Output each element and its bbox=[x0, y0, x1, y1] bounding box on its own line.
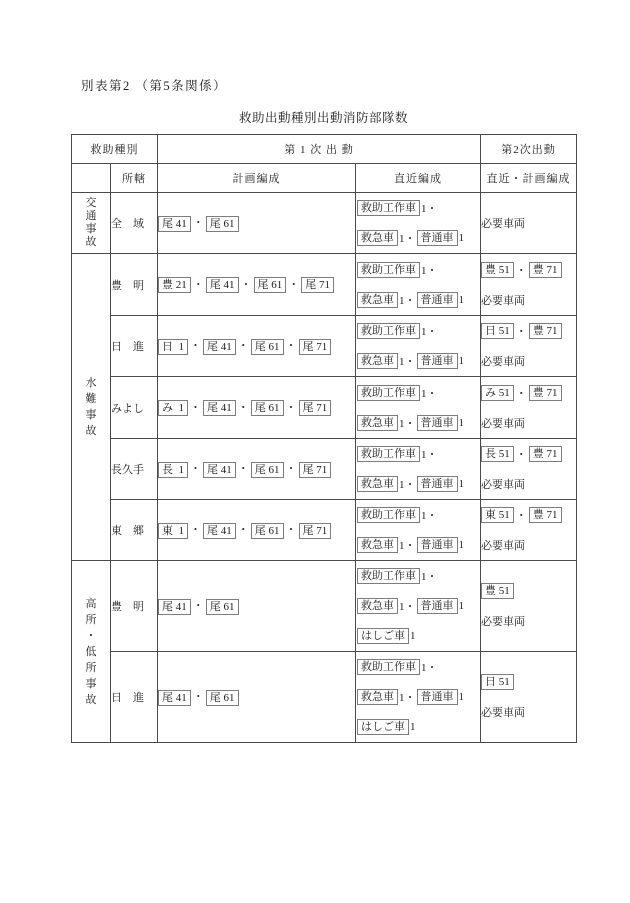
unit-separator: ・ bbox=[285, 463, 297, 476]
planned-units-cell bbox=[158, 316, 356, 377]
rescue-dispatch-table bbox=[71, 134, 577, 743]
header-corner-cell bbox=[72, 164, 111, 193]
vehicle-box: 救助工作車 bbox=[357, 446, 420, 462]
second-dispatch-cell bbox=[481, 193, 577, 254]
unit-separator: ・ bbox=[288, 278, 300, 291]
vehicle-box: 普通車 bbox=[417, 598, 458, 614]
unit-separator: ・ bbox=[285, 524, 297, 537]
header-row-1 bbox=[72, 135, 577, 164]
vehicle-line bbox=[356, 530, 480, 560]
unit-box: 豊 51 bbox=[481, 583, 514, 599]
unit-box: 東 1 bbox=[158, 523, 188, 539]
unit-box: 日 51 bbox=[481, 674, 514, 690]
header-nearest-formation: 直近編成 bbox=[356, 164, 481, 193]
section-cell-water-accident bbox=[72, 254, 111, 561]
vehicle-line bbox=[356, 316, 480, 346]
table-title: 救助出動種別出動消防部隊数 bbox=[238, 111, 408, 125]
vehicle-box: 救助工作車 bbox=[357, 507, 420, 523]
vehicle-count: 1・ bbox=[421, 662, 438, 674]
required-vehicles-note: 必要車両 bbox=[481, 218, 525, 230]
unit-box: 尾 41 bbox=[158, 599, 191, 615]
nearest-formation-cell bbox=[356, 377, 481, 439]
unit-box: 豊 51 bbox=[481, 262, 514, 278]
section-cell-height-accident bbox=[72, 561, 111, 743]
required-vehicles-note: 必要車両 bbox=[481, 540, 525, 552]
unit-separator: ・ bbox=[515, 326, 527, 338]
header-jurisdiction: 所轄 bbox=[111, 164, 158, 193]
vehicle-line bbox=[356, 193, 480, 223]
unit-separator: ・ bbox=[237, 340, 249, 353]
header-planned-formation: 計画編成 bbox=[158, 164, 356, 193]
vehicle-count: 1 bbox=[458, 691, 464, 703]
table-row bbox=[72, 439, 577, 500]
second-units bbox=[481, 667, 576, 697]
vehicle-count: 1・ bbox=[399, 479, 416, 491]
unit-separator: ・ bbox=[237, 463, 249, 476]
vehicle-box: はしご車 bbox=[357, 628, 409, 644]
unit-box: 尾 61 bbox=[251, 339, 284, 355]
vehicle-line bbox=[356, 346, 480, 376]
header-second-dispatch: 第2次出動 bbox=[481, 135, 577, 164]
required-vehicles-note: 必要車両 bbox=[481, 707, 525, 719]
unit-box: 長 1 bbox=[158, 462, 188, 478]
vehicle-box: 救急車 bbox=[357, 353, 398, 369]
section-label: 交通事故 bbox=[85, 197, 97, 248]
unit-box: 尾 41 bbox=[203, 462, 236, 478]
vehicle-line bbox=[356, 285, 480, 315]
nearest-formation-cell bbox=[356, 193, 481, 254]
unit-box: 尾 61 bbox=[206, 690, 239, 706]
unit-box: 尾 41 bbox=[203, 339, 236, 355]
planned-units-cell bbox=[158, 652, 356, 743]
unit-separator: ・ bbox=[240, 278, 252, 291]
vehicle-box: 普通車 bbox=[417, 537, 458, 553]
vehicle-line bbox=[356, 223, 480, 253]
vehicle-count: 1 bbox=[458, 478, 464, 490]
second-dispatch-cell bbox=[481, 500, 577, 561]
jurisdiction-cell: 豊 明 bbox=[111, 561, 158, 652]
vehicle-line bbox=[356, 561, 480, 591]
vehicle-count: 1 bbox=[458, 600, 464, 612]
unit-box: 長 51 bbox=[481, 446, 514, 462]
nearest-formation-cell bbox=[356, 254, 481, 316]
vehicle-box: 普通車 bbox=[417, 353, 458, 369]
unit-separator: ・ bbox=[190, 401, 201, 414]
planned-units-cell bbox=[158, 439, 356, 500]
vehicle-box: 救助工作車 bbox=[357, 323, 420, 339]
vehicle-line bbox=[356, 408, 480, 438]
vehicle-line bbox=[356, 469, 480, 499]
unit-box: み 51 bbox=[481, 385, 514, 401]
vehicle-count: 1 bbox=[410, 721, 416, 733]
vehicle-line bbox=[356, 591, 480, 621]
vehicle-line bbox=[356, 682, 480, 712]
unit-box: 豊 71 bbox=[529, 323, 562, 339]
unit-separator: ・ bbox=[515, 387, 527, 400]
unit-box: 日 1 bbox=[158, 339, 188, 355]
vehicle-count: 1・ bbox=[399, 356, 416, 368]
unit-box: 尾 61 bbox=[206, 599, 239, 615]
second-dispatch-cell bbox=[481, 377, 577, 439]
nearest-formation-cell bbox=[356, 439, 481, 500]
vehicle-box: はしご車 bbox=[357, 719, 409, 735]
section-label: 水難事故 bbox=[85, 377, 97, 437]
unit-separator: ・ bbox=[192, 691, 204, 704]
unit-separator: ・ bbox=[285, 401, 297, 414]
vehicle-count: 1 bbox=[410, 630, 416, 642]
unit-box: 豊 71 bbox=[529, 507, 562, 523]
unit-separator: ・ bbox=[237, 401, 249, 414]
unit-box: 尾 41 bbox=[203, 523, 236, 539]
section-cell-traffic-accident bbox=[72, 193, 111, 254]
vehicle-line bbox=[356, 378, 480, 408]
vehicle-line bbox=[356, 255, 480, 285]
unit-separator: ・ bbox=[192, 278, 204, 291]
second-dispatch-cell bbox=[481, 254, 577, 316]
unit-box: 日 51 bbox=[481, 323, 514, 339]
second-dispatch-cell bbox=[481, 561, 577, 652]
table-row bbox=[72, 193, 577, 254]
planned-units-cell bbox=[158, 193, 356, 254]
unit-box: 尾 71 bbox=[301, 277, 334, 293]
nearest-formation-cell bbox=[356, 500, 481, 561]
vehicle-line bbox=[356, 500, 480, 530]
unit-box: 豊 71 bbox=[529, 385, 562, 401]
vehicle-box: 救急車 bbox=[357, 292, 398, 308]
required-vehicles-note: 必要車両 bbox=[481, 356, 525, 368]
unit-separator: ・ bbox=[190, 524, 201, 537]
header-row-2 bbox=[72, 164, 577, 193]
header-nearest-planned-formation: 直近・計画編成 bbox=[481, 164, 577, 193]
vehicle-count: 1 bbox=[458, 293, 464, 306]
vehicle-box: 救助工作車 bbox=[357, 262, 420, 278]
doc-label: 別表第2 （第5条関係） bbox=[81, 79, 228, 93]
unit-box: 尾 71 bbox=[299, 462, 332, 478]
second-units bbox=[481, 378, 576, 408]
second-dispatch-cell bbox=[481, 439, 577, 500]
vehicle-count: 1・ bbox=[421, 510, 438, 522]
unit-separator: ・ bbox=[285, 340, 297, 353]
unit-separator: ・ bbox=[515, 264, 527, 277]
jurisdiction-cell: 全 域 bbox=[111, 193, 158, 254]
vehicle-line bbox=[356, 621, 480, 651]
nearest-formation-cell bbox=[356, 652, 481, 743]
jurisdiction-cell: 長久手 bbox=[111, 439, 158, 500]
vehicle-count: 1・ bbox=[399, 294, 416, 307]
jurisdiction-cell: 日 進 bbox=[111, 316, 158, 377]
unit-separator: ・ bbox=[237, 524, 249, 537]
unit-box: 豊 71 bbox=[529, 446, 562, 462]
second-dispatch-cell bbox=[481, 652, 577, 743]
unit-box: 尾 41 bbox=[203, 400, 236, 416]
jurisdiction-cell: 東 郷 bbox=[111, 500, 158, 561]
unit-box: 尾 41 bbox=[206, 277, 239, 293]
jurisdiction-cell: みよし bbox=[111, 377, 158, 439]
unit-separator: ・ bbox=[192, 217, 204, 230]
second-units bbox=[481, 316, 576, 346]
table-row bbox=[72, 500, 577, 561]
unit-box: 尾 41 bbox=[158, 216, 191, 232]
vehicle-line bbox=[356, 712, 480, 742]
section-label: 高所・低所事故 bbox=[85, 597, 97, 706]
unit-box: 尾 61 bbox=[251, 462, 284, 478]
unit-box: 尾 61 bbox=[251, 523, 284, 539]
unit-box: 尾 41 bbox=[158, 690, 191, 706]
vehicle-count: 1・ bbox=[399, 233, 416, 245]
vehicle-box: 救助工作車 bbox=[357, 385, 420, 401]
table-row bbox=[72, 561, 577, 652]
second-dispatch-cell bbox=[481, 316, 577, 377]
vehicle-box: 救急車 bbox=[357, 537, 398, 553]
planned-units-cell bbox=[158, 254, 356, 316]
required-vehicles-note: 必要車両 bbox=[481, 417, 525, 430]
nearest-formation-cell bbox=[356, 561, 481, 652]
vehicle-box: 救急車 bbox=[357, 476, 398, 492]
vehicle-box: 救急車 bbox=[357, 230, 398, 246]
vehicle-box: 救急車 bbox=[357, 689, 398, 705]
unit-separator: ・ bbox=[515, 510, 527, 522]
second-units bbox=[481, 500, 576, 530]
vehicle-box: 救助工作車 bbox=[357, 568, 420, 584]
vehicle-count: 1・ bbox=[421, 387, 438, 400]
second-units bbox=[481, 255, 576, 285]
table-row bbox=[72, 377, 577, 439]
vehicle-box: 普通車 bbox=[417, 415, 458, 431]
vehicle-count: 1 bbox=[458, 539, 464, 551]
vehicle-box: 救急車 bbox=[357, 598, 398, 614]
vehicle-count: 1・ bbox=[421, 326, 438, 338]
vehicle-count: 1・ bbox=[399, 692, 416, 704]
header-first-dispatch: 第 1 次 出 動 bbox=[158, 135, 481, 164]
vehicle-box: 救急車 bbox=[357, 415, 398, 431]
table-row bbox=[72, 652, 577, 743]
planned-units-cell bbox=[158, 377, 356, 439]
unit-box: 東 51 bbox=[481, 507, 514, 523]
vehicle-count: 1・ bbox=[421, 449, 438, 461]
unit-box: 尾 61 bbox=[254, 277, 287, 293]
unit-box: 尾 71 bbox=[299, 523, 332, 539]
unit-box: 豊 21 bbox=[158, 277, 191, 293]
jurisdiction-cell: 日 進 bbox=[111, 652, 158, 743]
vehicle-count: 1・ bbox=[399, 540, 416, 552]
table-row bbox=[72, 254, 577, 316]
header-rescue-type: 救助種別 bbox=[72, 135, 158, 164]
unit-separator: ・ bbox=[190, 340, 201, 353]
required-vehicles-note: 必要車両 bbox=[481, 479, 525, 491]
vehicle-count: 1・ bbox=[421, 203, 438, 215]
unit-box: 尾 61 bbox=[251, 400, 284, 416]
vehicle-box: 普通車 bbox=[417, 689, 458, 705]
vehicle-box: 救助工作車 bbox=[357, 659, 420, 675]
unit-box: 尾 71 bbox=[299, 400, 332, 416]
planned-units-cell bbox=[158, 500, 356, 561]
vehicle-count: 1・ bbox=[421, 264, 438, 277]
vehicle-count: 1 bbox=[458, 232, 464, 244]
vehicle-count: 1・ bbox=[399, 601, 416, 613]
planned-units-cell bbox=[158, 561, 356, 652]
unit-box: 尾 61 bbox=[206, 216, 239, 232]
unit-box: み 1 bbox=[158, 400, 188, 416]
vehicle-count: 1・ bbox=[399, 417, 416, 430]
vehicle-count: 1 bbox=[458, 355, 464, 367]
unit-separator: ・ bbox=[192, 600, 204, 613]
unit-box: 豊 71 bbox=[529, 262, 562, 278]
jurisdiction-cell: 豊 明 bbox=[111, 254, 158, 316]
vehicle-box: 普通車 bbox=[417, 292, 458, 308]
nearest-formation-cell bbox=[356, 316, 481, 377]
unit-box: 尾 71 bbox=[299, 339, 332, 355]
required-vehicles-note: 必要車両 bbox=[481, 616, 525, 628]
unit-separator: ・ bbox=[190, 463, 201, 476]
vehicle-line bbox=[356, 652, 480, 682]
vehicle-count: 1・ bbox=[421, 571, 438, 583]
vehicle-box: 救助工作車 bbox=[357, 200, 420, 216]
second-units bbox=[481, 439, 576, 469]
table-row bbox=[72, 316, 577, 377]
vehicle-count: 1 bbox=[458, 416, 464, 429]
vehicle-line bbox=[356, 439, 480, 469]
vehicle-box: 普通車 bbox=[417, 476, 458, 492]
vehicle-box: 普通車 bbox=[417, 230, 458, 246]
unit-separator: ・ bbox=[515, 449, 527, 461]
required-vehicles-note: 必要車両 bbox=[481, 294, 525, 307]
second-units bbox=[481, 576, 576, 606]
